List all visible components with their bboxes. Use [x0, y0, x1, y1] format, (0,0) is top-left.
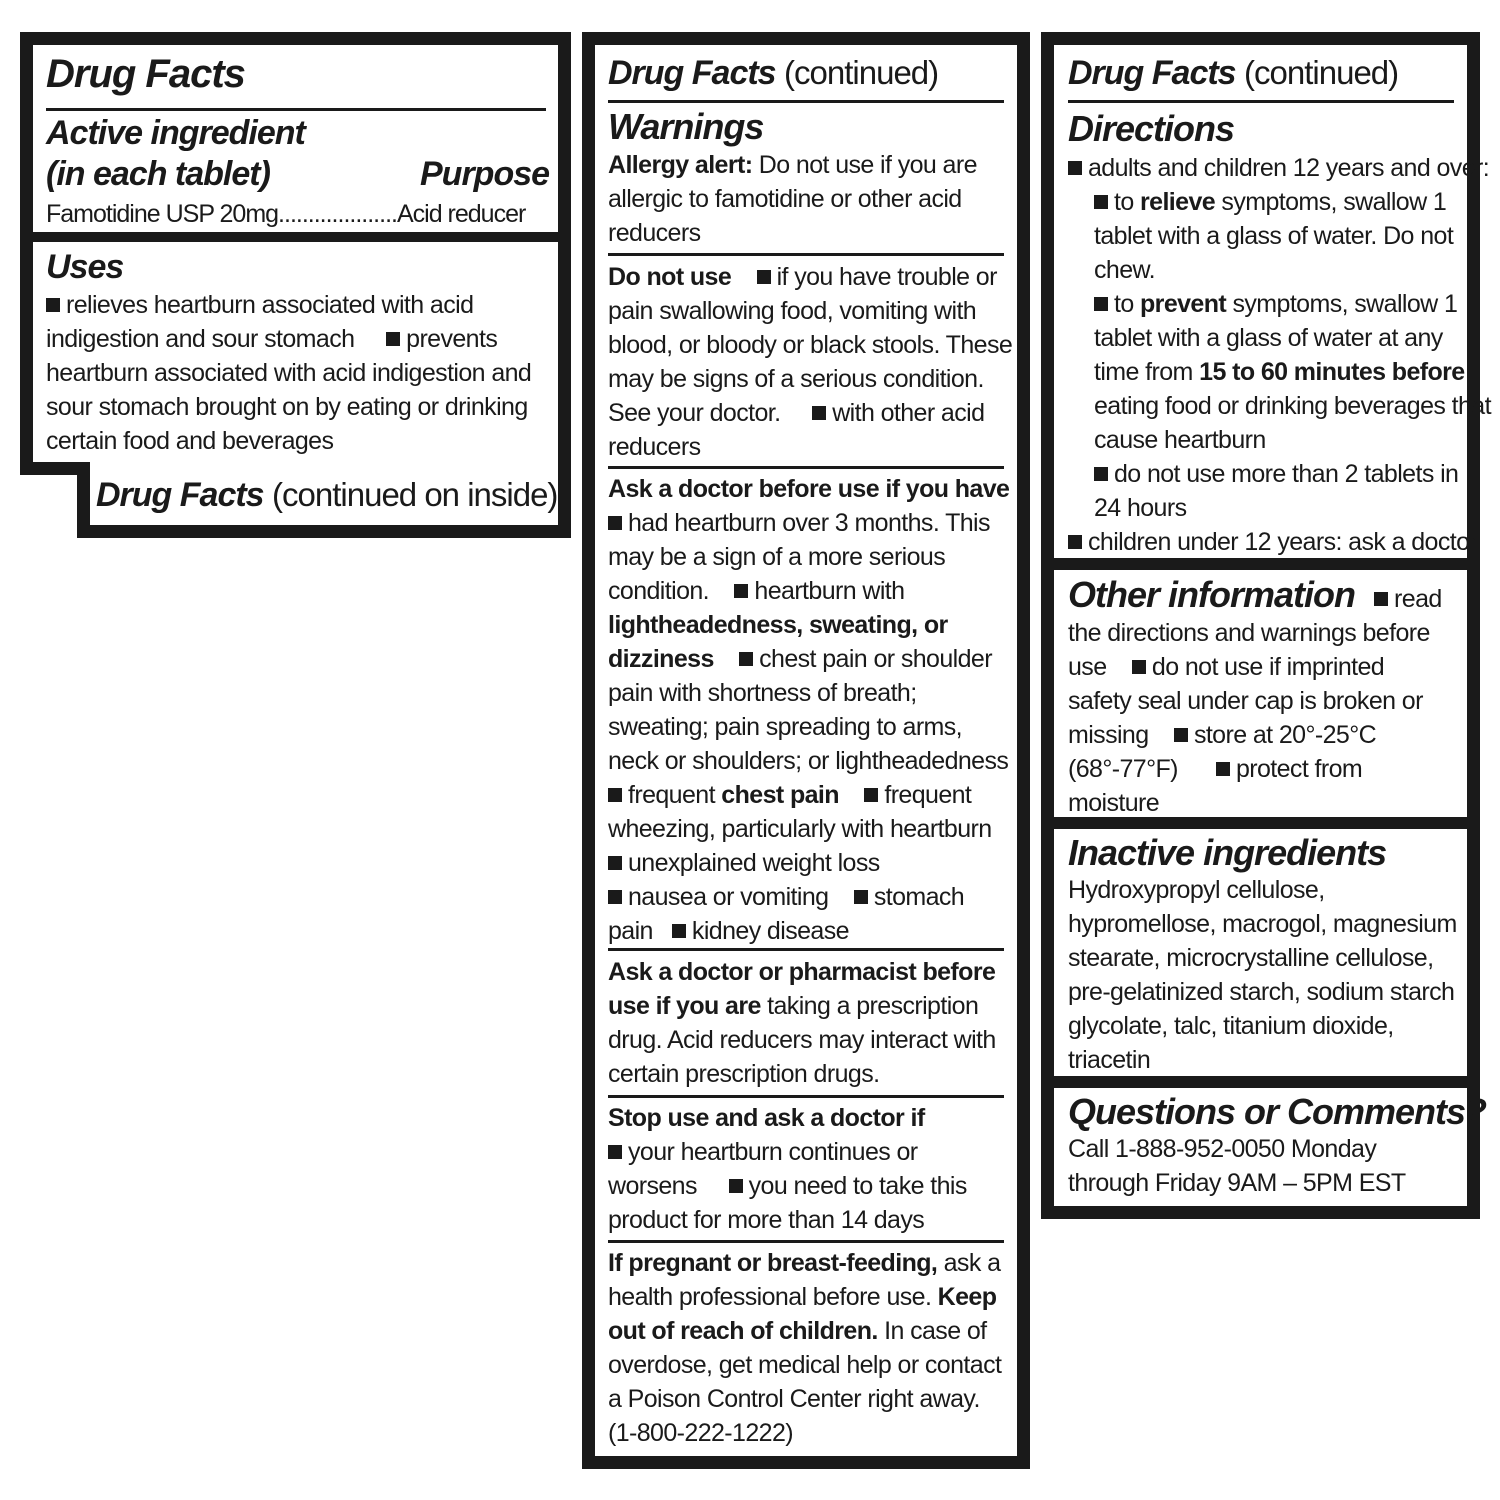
section-divider — [1054, 558, 1467, 570]
bullet-icon — [1132, 660, 1146, 674]
bullet-icon — [386, 332, 400, 346]
title-rule — [608, 100, 1004, 103]
questions-text: Call 1-888-952-0050 Monday through Friday 9AM – 5PM EST — [1068, 1132, 1463, 1200]
bullet-icon — [608, 516, 622, 530]
warnings-heading: Warnings — [608, 106, 764, 147]
section-rule — [608, 253, 1004, 256]
other-information-heading: Other information — [1068, 574, 1355, 615]
section-rule — [608, 466, 1004, 469]
ask-doctor-section: Ask a doctor before use if you have had heartburn over 3 months. This may be a sign of a more serious condition. heartburn with lightheadedness, sweating, or dizziness chest pain or shoulder pain with shortness of breath; sweating; pain spreading to arms, neck or shoulders; or lightheadedness frequent chest pain frequent wheezing, particularly with heartburn unexplained weight loss nausea or vomiting stomach pain kidney disease — [608, 475, 1010, 945]
active-ingredient-heading-sub: (in each tablet) — [46, 155, 270, 193]
purpose-heading: Purpose — [420, 155, 550, 193]
bullet-icon — [1094, 297, 1108, 311]
bullet-icon — [854, 890, 868, 904]
inactive-ingredients-text: Hydroxypropyl cellulose, hypromellose, macrogol, magnesium stearate, microcrystalline cellulose, pre-gelatinized starch, sodium starch glycolate, talc, titanium dioxide, triacetin — [1068, 876, 1457, 1074]
continued-note: Drug Facts (continued on inside) — [96, 476, 558, 514]
inactive-ingredients-heading: Inactive ingredients — [1068, 832, 1387, 873]
bullet-icon — [734, 584, 748, 598]
section-rule — [608, 1240, 1004, 1243]
bullet-icon — [608, 856, 622, 870]
bullet-icon — [608, 788, 622, 802]
bullet-icon — [1094, 195, 1108, 209]
do-not-use: Do not use if you have trouble or pain swallowing food, vomiting with blood, or bloody or black stools. These may be signs of a serious condition. See your doctor. with other acid reducers — [608, 263, 1013, 461]
section-rule — [608, 948, 1004, 951]
bullet-icon — [739, 652, 753, 666]
ask-pharmacist-section: Ask a doctor or pharmacist before use if you are taking a prescription drug. Acid reducers may interact with certain prescription drugs. — [608, 958, 996, 1088]
bullet-icon — [1094, 467, 1108, 481]
bullet-icon — [1216, 762, 1230, 776]
section-divider — [33, 232, 558, 242]
active-ingredient-heading: Active ingredient — [46, 114, 305, 152]
other-information: Other information read the directions and warnings before use do not use if imprinted safety seal under cap is broken or missing store at 20°-25°C (68°-77°F) protect from moisture — [1068, 574, 1442, 817]
bullet-icon — [608, 1145, 622, 1159]
bullet-icon — [46, 298, 60, 312]
bullet-icon — [729, 1179, 743, 1193]
bullet-icon — [1374, 592, 1388, 606]
title-rule — [46, 108, 546, 111]
directions-text: adults and children 12 years and over: to relieve symptoms, swallow 1 tablet with a glass of water. Do not chew. to prevent symptoms, swallow 1 tablet with a glass of water at any time from 15 to 60 minutes before eating food or drinking beverages that cause heartburn do not use more than 2 tablets in 24 hours children under 12 years: ask a doctor — [1068, 151, 1463, 559]
drug-facts-title: Drug Facts — [46, 52, 245, 96]
section-divider — [1054, 1076, 1467, 1088]
allergy-alert: Allergy alert: Do not use if you are allergic to famotidine or other acid reducers — [608, 151, 977, 247]
pregnancy-section: If pregnant or breast-feeding, ask a health professional before use. Keep out of reach of children. In case of overdose, get medical help or contact a Poison Control Center right away. (1-800-222-1222) — [608, 1249, 1002, 1447]
questions-heading: Questions or Comments? — [1068, 1091, 1487, 1132]
bullet-icon — [608, 890, 622, 904]
bullet-icon — [757, 270, 771, 284]
bullet-icon — [864, 788, 878, 802]
bullet-icon — [1174, 728, 1188, 742]
section-rule — [608, 1095, 1004, 1098]
drug-facts-continued-title: Drug Facts (continued) — [608, 54, 939, 92]
bullet-icon — [812, 406, 826, 420]
ingredient-row: Famotidine USP 20mg....................Acid reducer — [46, 200, 526, 228]
uses-text: relieves heartburn associated with acid indigestion and sour stomach prevents heartburn associated with acid indigestion and sour stomach brought on by eating or drinking certain food and beverages — [46, 291, 532, 455]
bullet-icon — [1068, 535, 1082, 549]
bullet-icon — [1068, 161, 1082, 175]
bullet-icon — [672, 924, 686, 938]
stop-use-section: Stop use and ask a doctor if your heartburn continues or worsens you need to take this product for more than 14 days — [608, 1104, 967, 1234]
title-rule — [1068, 100, 1454, 103]
drug-facts-continued-title: Drug Facts (continued) — [1068, 54, 1399, 92]
directions-heading: Directions — [1068, 108, 1235, 149]
uses-heading: Uses — [46, 248, 124, 286]
phone-contact[interactable]: Call 1-888-952-0050 Monday — [1068, 1135, 1377, 1163]
